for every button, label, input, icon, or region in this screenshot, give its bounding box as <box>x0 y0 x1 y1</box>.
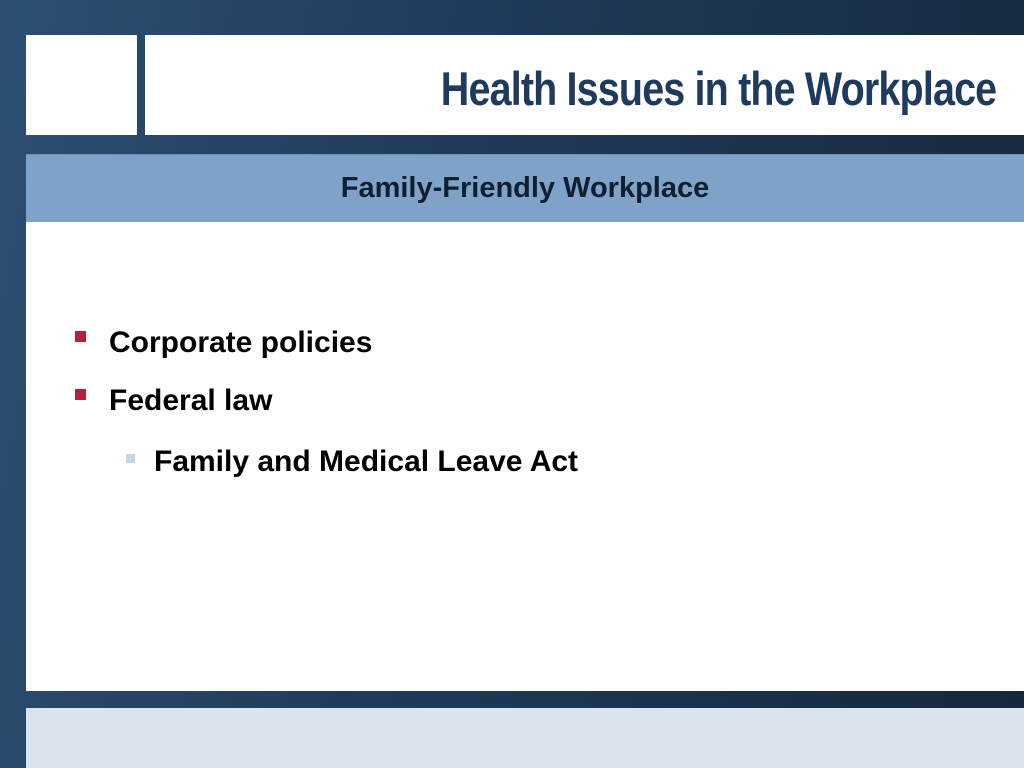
sub-bullet-text: Family and Medical Leave Act <box>154 445 579 478</box>
bullet-list <box>26 314 578 494</box>
sub-bullet-item-fmla <box>26 430 578 494</box>
square-sub-bullet-icon <box>126 454 135 463</box>
footer-band <box>26 708 1024 768</box>
subtitle-band <box>26 154 1024 223</box>
square-bullet-icon <box>75 389 86 400</box>
bullet-item-corporate-policies <box>26 314 578 372</box>
slide-subtitle: Family-Friendly Workplace <box>340 172 710 204</box>
bullet-text: Federal law <box>109 384 273 417</box>
square-bullet-icon <box>75 331 86 342</box>
content-area <box>26 222 1024 691</box>
bullet-text: Corporate policies <box>109 326 373 359</box>
bullet-item-federal-law <box>26 372 578 430</box>
slide-title: Health Issues in the Workplace <box>440 62 996 115</box>
title-panel <box>145 35 1024 135</box>
title-accent-panel <box>26 35 137 135</box>
